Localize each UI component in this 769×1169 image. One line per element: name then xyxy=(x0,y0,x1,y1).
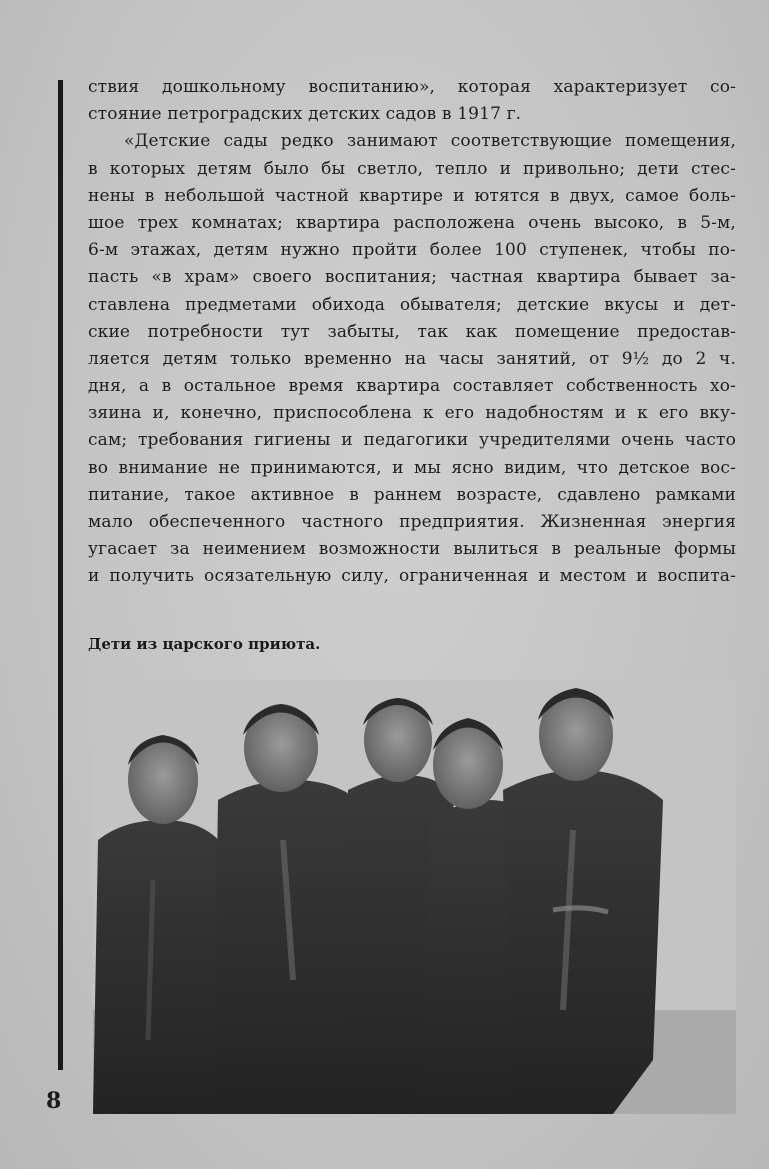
text-line: 6-м этажах, детям нужно пройти более 100 ступенек, чтобы по- xyxy=(88,240,736,261)
text-line: угасает за неимением возможности вылиться в реальные формы xyxy=(88,539,736,560)
photo-caption: Дети из царского приюта. xyxy=(88,635,321,653)
text-line: во внимание не принимаются, и мы ясно видим, что детское вос- xyxy=(88,457,736,478)
text-line: «Детские сады редко занимают соответствующие помещения, xyxy=(124,131,736,152)
body-text xyxy=(88,74,736,591)
text-line: шое трех комнатах; квартира расположена очень высоко, в 5-м, xyxy=(88,212,736,233)
text-line: мало обеспеченного частного предприятия. Жизненная энергия xyxy=(88,512,736,532)
text-line: нены в небольшой частной квартире и ютятся в двух, самое боль- xyxy=(88,185,736,206)
margin-rule xyxy=(58,80,63,1070)
text-line: зяина и, конечно, приспособлена к его надобностям и к его вку- xyxy=(88,403,736,424)
text-line: питание, такое активное в раннем возрасте, сдавлено рамками xyxy=(88,484,736,505)
children-photo-illustration xyxy=(93,680,736,1114)
text-line: ляется детям только временно на часы занятий, от 9½ до 2 ч. xyxy=(88,348,736,369)
text-line: дня, а в остальное время квартира составляет собственность хо- xyxy=(88,376,736,397)
text-line: ские потребности тут забыты, так как помещение предостав- xyxy=(88,321,736,342)
text-line: ствия дошкольному воспитанию», которая характеризует со- xyxy=(88,77,736,97)
text-line: в которых детям было бы светло, тепло и привольно; дети стес- xyxy=(88,158,736,179)
text-line: пасть «в храм» своего воспитания; частная квартира бывает за- xyxy=(88,267,736,288)
text-line: ставлена предметами обихода обывателя; детские вкусы и дет- xyxy=(88,294,736,315)
page-number: 8 xyxy=(46,1088,62,1114)
text-line: и получить осязательную силу, ограниченная и местом и воспита- xyxy=(88,566,736,587)
photo-children xyxy=(93,680,736,1114)
text-line: стояние петроградских детских садов в 1917 г. xyxy=(88,104,522,125)
text-line: сам; требования гигиены и педагогики учредителями очень часто xyxy=(88,430,736,451)
